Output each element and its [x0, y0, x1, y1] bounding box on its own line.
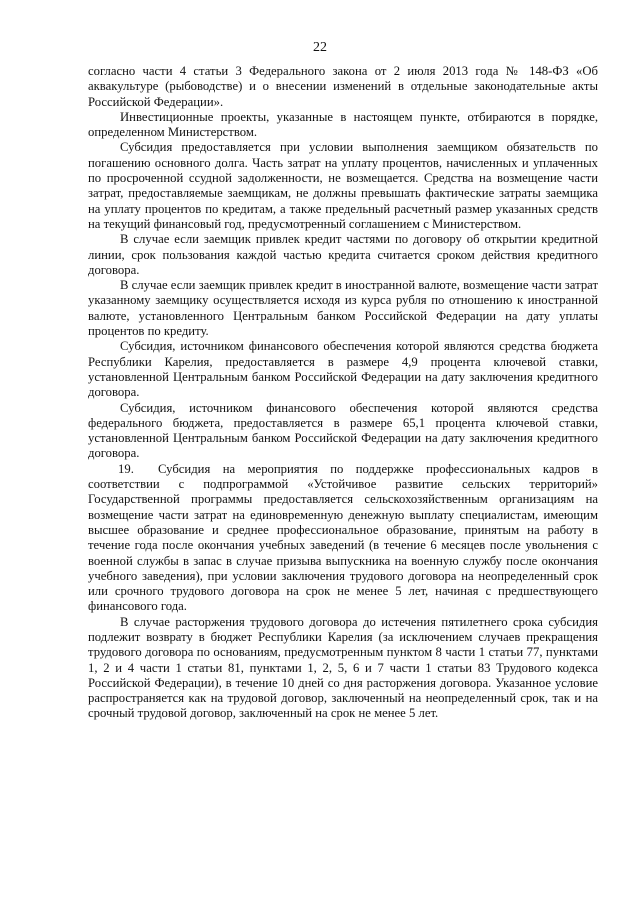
- numbered-item-19: [88, 462, 598, 615]
- paragraph-investment-projects: Инвестиционные проекты, указанные в настоящем пункте, отбираются в порядке, определенном Министерством.: [88, 109, 598, 140]
- page-number: 22: [313, 40, 327, 55]
- paragraph-contract-termination: В случае расторжения трудового договора до истечения пятилетнего срока субсидия подлежит возврату в бюджет Республики Карелия (за исключением случаев прекращения трудового договора по основаниям, предусмотренным пунктом 8 части 1 статьи 77, пунктами 1, 2 и 4 части 1 статьи 81, пунктами 1, 2, 5, 6 и 7 части 1 статьи 83 Трудового кодекса Российской Федерации), в течение 10 дней со дня расторжения договора. Указанное условие распространяется как на трудовой договор, заключенный на неопределенный срок, так и на срочный трудовой договор, заключенный на срок не менее 5 лет.: [88, 614, 598, 721]
- item-text: Субсидия на мероприятия по поддержке профессиональных кадров в соответствии с подпрограммой «Устойчивое развитие сельских территорий» Государственной программы предоставляется сельскохозяйственным организациям на возмещение части затрат на единовременную денежную выплату специалистам, имеющим высшее образование и среднее профессиональное образование, принятым на работу в течение года после окончания учебных заведений (в течение 6 месяцев после увольнения с военной службы в запас в случае призыва выпускника на военную службу после окончания учебного заведения), при условии заключения трудового договора на неопределенный срок или срочного трудового договора на срок не менее 5 лет, начиная с предшествующего финансового года.: [88, 461, 598, 614]
- paragraph-credit-line: В случае если заемщик привлек кредит частями по договору об открытии кредитной линии, срок пользования каждой частью кредита считается сроком действия кредитного договора.: [88, 232, 598, 277]
- item-number: 19.: [118, 461, 134, 476]
- body-text: [88, 64, 598, 722]
- paragraph-subsidy-conditions: Субсидия предоставляется при условии выполнения заемщиком обязательств по погашению основного долга. Часть затрат на уплату процентов, начисленных и уплаченных по просроченной ссудной задолженности, не возмещается. Средства на возмещение части затрат, предоставляемые заемщикам, не должны превышать фактические затраты заемщика на уплату процентов по кредитам, а также предельный расчетный размер указанных средств на текущий финансовый год, предусмотренный соглашением с Министерством.: [88, 140, 598, 231]
- paragraph-foreign-currency: В случае если заемщик привлек кредит в иностранной валюте, возмещение части затрат указанному заемщику осуществляется исходя из курса рубля по отношению к иностранной валюте, установленного Центральным банком Российской Федерации на дату уплаты процентов по кредиту.: [88, 278, 599, 339]
- paragraph-federal-budget-rate: Субсидия, источником финансового обеспечения которой являются средства федерального бюджета, предоставляется в размере 65,1 процента ключевой ставки, установленной Центральным банком Российской Федерации на дату заключения кредитного договора.: [88, 400, 598, 461]
- paragraph-regional-budget-rate: Субсидия, источником финансового обеспечения которой являются средства бюджета Республики Карелия, предоставляется в размере 4,9 процента ключевой ставки, установленной Центральным банком Российской Федерации на дату заключения кредитного договора.: [88, 339, 598, 400]
- paragraph-continuation: согласно части 4 статьи 3 Федерального закона от 2 июля 2013 года № 148-ФЗ «Об аквакультуре (рыбоводстве) и о внесении изменений в отдельные законодательные акты Российской Федерации».: [88, 64, 598, 109]
